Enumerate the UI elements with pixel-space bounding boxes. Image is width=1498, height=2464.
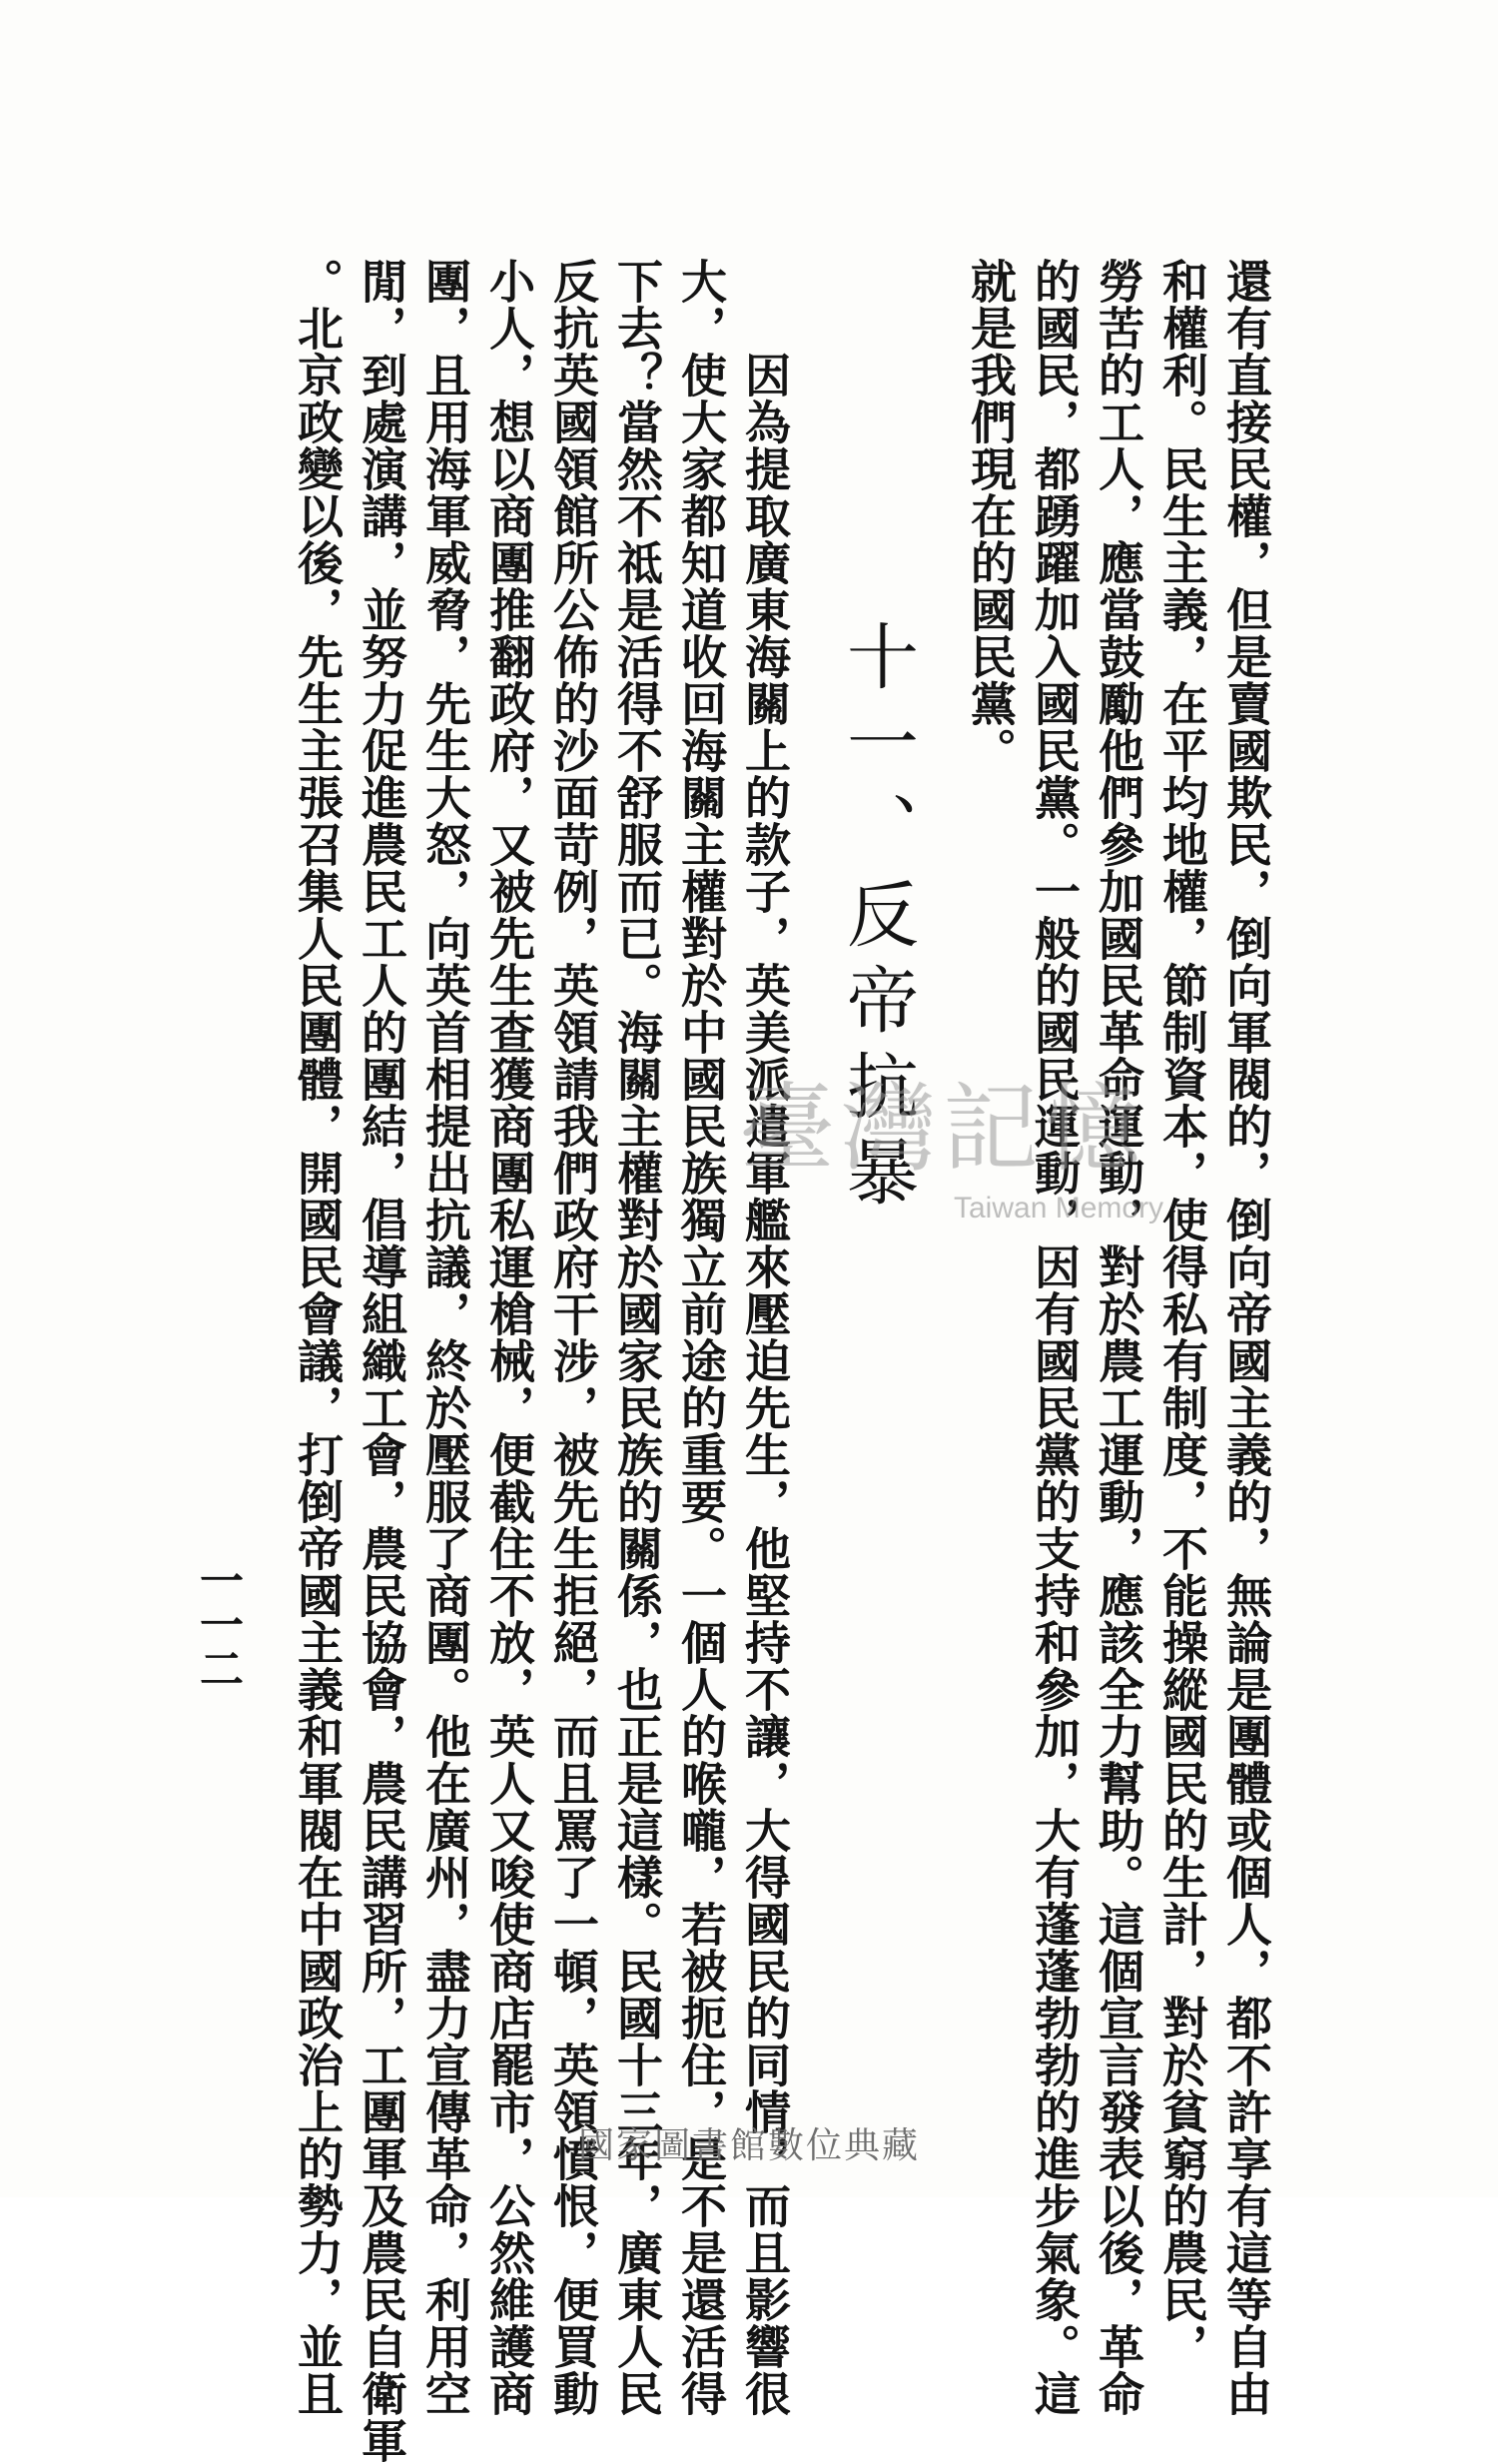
- section-text-column: 閒，到處演講，並努力促進農民工人的團結，倡導組織工會，農民協會，農民講習所，工團軍及農民自衛軍: [355, 258, 408, 2464]
- prev-text-column: 還有直接民權，但是賣國欺民，倒向軍閥的，倒向帝國主義的，無論是團體或個人，都不許享有這等自由: [1219, 258, 1273, 2417]
- prev-text-column: 勞苦的工人，應當鼓勵他們參加國民革命運動，對於農工運動，應該全力幫助。這個宣言發表以後，革命: [1092, 258, 1145, 2417]
- section-text-column: 團，且用海軍威脅，先生大怒，向英首相提出抗議，終於壓服了商團。他在廣州，盡力宣傳革命，利用空: [418, 258, 472, 2417]
- watermark-english: Taiwan Memory: [954, 1192, 1164, 1225]
- section-text-column: 下去？當然不祗是活得不舒服而已。海關主權對於國家民族的關係，也正是這樣。民國十三年，廣東人民: [610, 258, 664, 2417]
- section-text-column: 反抗英國領館所公佈的沙面苛例，英領請我們政府干涉，被先生拒絕，而且罵了一頓，英領憤恨，便買動: [546, 258, 600, 2417]
- section-text-column: 因為提取廣東海關上的款子，英美派遣軍艦來壓迫先生，他堅持不讓，大得國民的同情，而且影響很: [738, 352, 792, 2417]
- section-heading: 十一、反帝抗暴: [835, 619, 919, 1221]
- prev-text-column: 就是我們現在的國民黨。: [964, 258, 1018, 774]
- prev-text-column: 的國民，都踴躍加入國民黨。一般的國民運動，因有國民黨的支持和參加，大有蓬蓬勃勃的進步氣象。這: [1028, 258, 1082, 2417]
- section-text-column: 小人，想以商團推翻政府，又被先生查獲商團私運槍械，便截住不放，英人又唆使商店罷市，公然維護商: [482, 258, 536, 2417]
- section-text-column: 大，使大家都知道收回海關主權對於中國民族獨立前途的重要。一個人的喉嚨，若被扼住，是不是還活得: [674, 258, 728, 2417]
- prev-text-column: 和權利。民生主義，在平均地權，節制資本，使得私有制度，不能操縱國民的生計，對於貧窮的農民，: [1155, 258, 1209, 2370]
- watermark: [739, 1074, 1218, 1233]
- library-footer: 國家圖書館數位典藏: [577, 2125, 920, 2166]
- page-number: 一一二: [192, 1558, 243, 1690]
- section-text-column: 。北京政變以後，先生主張召集人民團體，開國民會議，打倒帝國主義和軍閥在中國政治上的勢力，並且: [291, 258, 345, 2417]
- watermark-chinese: 臺灣記憶: [739, 1073, 1146, 1185]
